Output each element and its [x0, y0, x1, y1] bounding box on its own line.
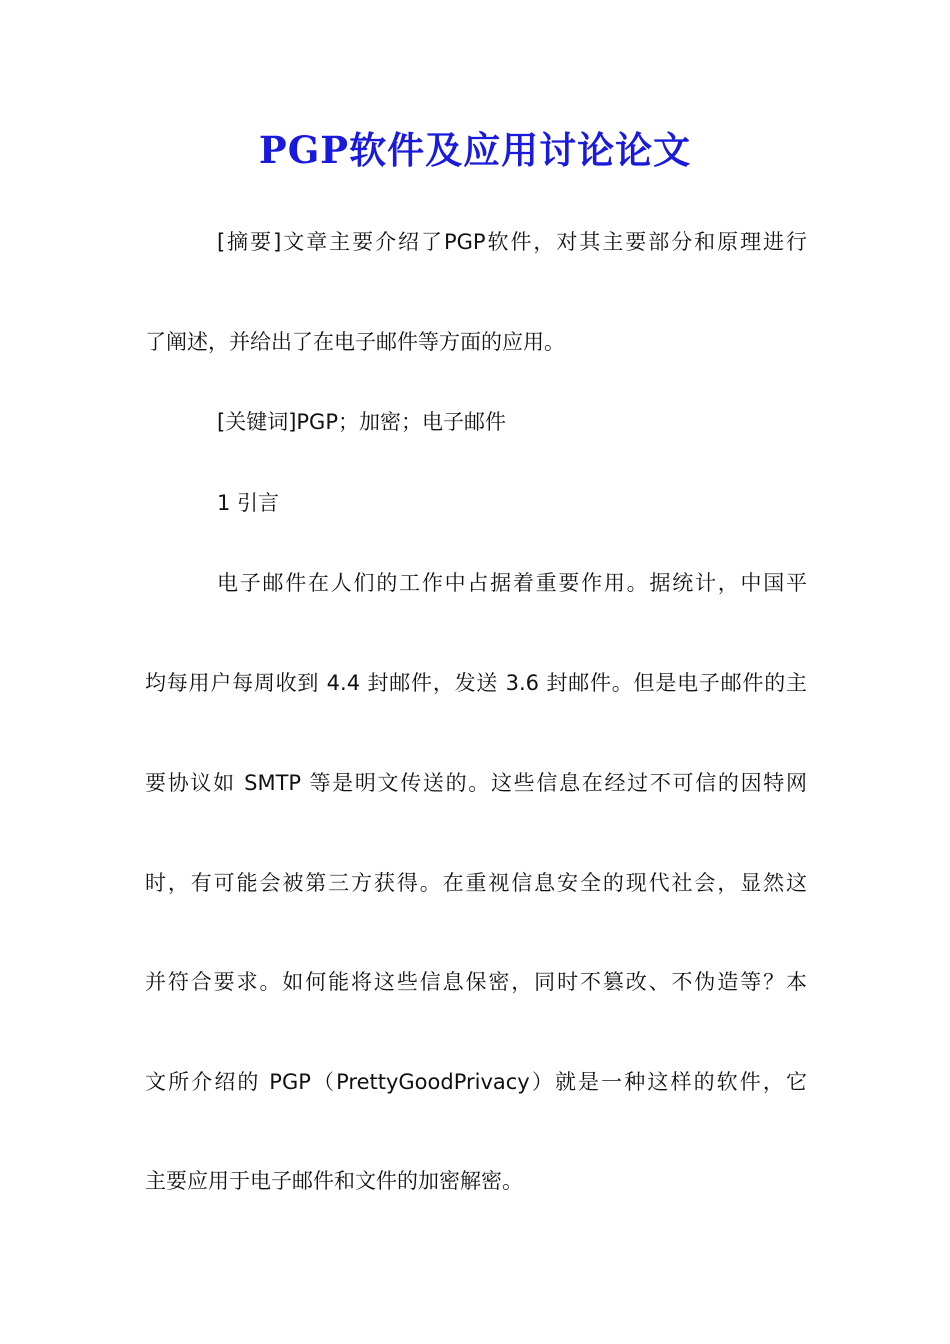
document-title: PGP软件及应用讨论论文 — [258, 128, 692, 172]
section-heading-intro: 1 引言 — [217, 491, 280, 515]
body-line-5: 并符合要求。如何能将这些信息保密，同时不篡改、不伪造等？本 — [145, 970, 807, 994]
keywords-line: [关键词]PGP；加密；电子邮件 — [217, 410, 506, 434]
body-line-2: 均每用户每周收到 4.4 封邮件，发送 3.6 封邮件。但是电子邮件的主 — [145, 671, 807, 695]
abstract-line-1: [摘要]文章主要介绍了PGP软件，对其主要部分和原理进行 — [217, 230, 807, 254]
body-line-7: 主要应用于电子邮件和文件的加密解密。 — [145, 1169, 523, 1193]
body-line-3: 要协议如 SMTP 等是明文传送的。这些信息在经过不可信的因特网 — [145, 771, 807, 795]
abstract-line-2: 了阐述，并给出了在电子邮件等方面的应用。 — [145, 330, 565, 354]
body-line-6: 文所介绍的 PGP（PrettyGoodPrivacy）就是一种这样的软件，它 — [145, 1070, 807, 1094]
body-line-1: 电子邮件在人们的工作中占据着重要作用。据统计，中国平 — [217, 571, 807, 595]
body-line-4: 时，有可能会被第三方获得。在重视信息安全的现代社会，显然这 — [145, 871, 807, 895]
